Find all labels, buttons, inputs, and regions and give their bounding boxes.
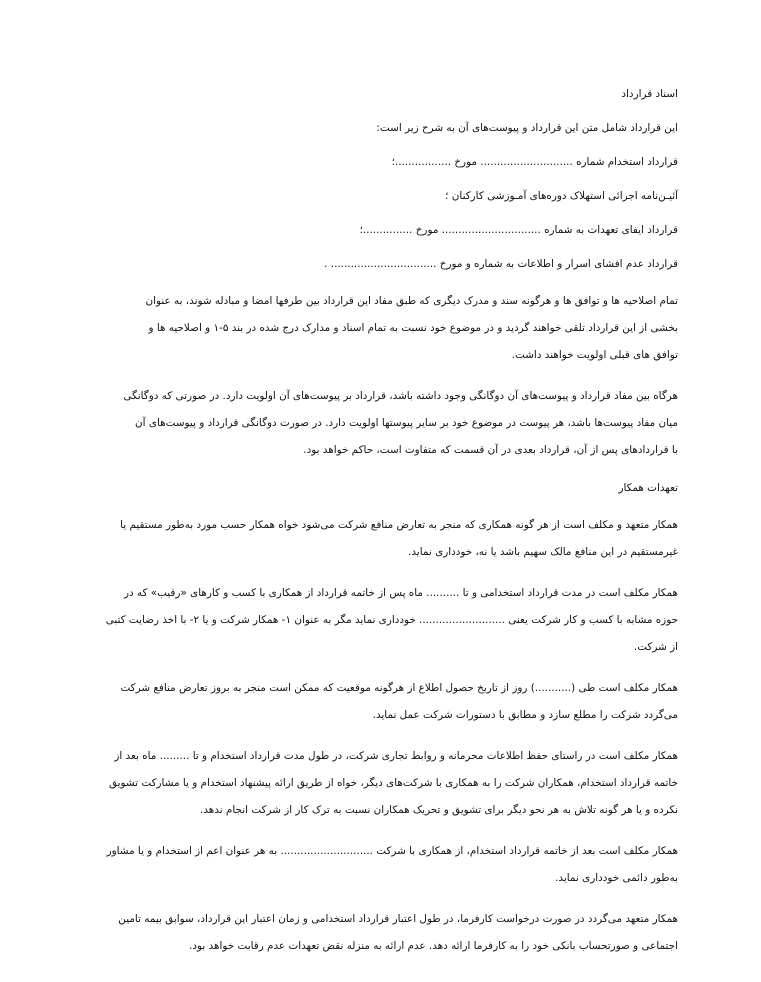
list-item-nda-contract: قرارداد عدم افشای اسرار و اطلاعات به شماره و مورخ ................................ . [324, 258, 678, 270]
paragraph-conflict-of-interest [88, 512, 678, 566]
paragraph-line: حوزه مشابه با کسب و کار شرکت یعنی .......................... خودداری نماید مگر به عنوان ۱- همکار شرکت و یا ۲- با اخذ رضایت کتبی [105, 614, 678, 626]
paragraph-line: همکار مکلف است بعد از خاتمه قرارداد استخدام، از همکاری با شرکت ............................ به هر عنوان اعم از استخدام و یا مشاور [106, 845, 678, 857]
list-item-training-regulation: آئیـن‌نامه اجرائی استهلاک دوره‌های آمـوزشی کارکنان ؛ [445, 190, 678, 202]
paragraph-line: غیرمستقیم در این منافع مالک سهیم باشد یا نه، خودداری نماید. [408, 546, 678, 558]
section-title-contract-documents: اسناد قرارداد [621, 88, 678, 100]
paragraph-line: به‌طور دائمی خودداری نماید. [555, 872, 678, 884]
paragraph-non-solicitation [88, 743, 678, 824]
paragraph-records-disclosure [88, 906, 678, 960]
paragraph-line: همکار متعهد می‌گردد در صورت درخواست کارفرما، در طول اعتبار قرارداد استخدامی و زمان اعتبار این قرارداد، سوابق بیمه تامین [118, 913, 678, 925]
list-item-commitments-contract: قرارداد ایفای تعهدات به شماره .............................. مورخ ...............؛ [359, 224, 678, 236]
document-page [88, 84, 678, 974]
paragraph-line: از شرکت. [633, 641, 678, 653]
paragraph-line: تمام اصلاحیه ها و توافق ها و هرگونه سند و مدرک دیگری که طبق مفاد این قرارداد بین طرفها امضا و مبادله شوند، به عنوان [145, 295, 678, 307]
list-item-employment-contract: قرارداد استخدام شماره ............................ مورخ .................؛ [391, 156, 678, 168]
paragraph-line: میان مفاد پیوست‌ها باشد، هر پیوست در موضوع خود بر سایر پیوستها اولویت دارد. در صورت دوگانگی قرارداد و پیوست‌های آن [135, 417, 678, 429]
paragraph-line: همکار مکلف است در راستای حفظ اطلاعات محرمانه و روابط تجاری شرکت، در طول مدت قرارداد استخدام و تا ......... ماه بعد از [114, 750, 678, 762]
paragraph-line: همکار مکلف است در مدت قرارداد استخدامی و تا .......... ماه پس از خاتمه قرارداد از همکاری با کسب و کارهای «رقیب» که در [123, 587, 678, 599]
paragraph-line: بخشی از این قرارداد تلقی خواهند گردید و در موضوع خود نسبت به تمام اسناد و مدارک درج شده در بند ۵-۱ و اصلاحیه ها و [148, 322, 678, 334]
paragraph-line: اجتماعی و صورتحساب بانکی خود را به کارفرما ارائه دهد. عدم ارائه به منزله نقض تعهدات عدم رقابت خواهد بود. [189, 940, 678, 952]
paragraph-line: همکار مکلف است طی (...........) روز از تاریخ حصول اطلاع از هرگونه موقعیت که ممکن است منجر به بروز تعارض منافع شرکت [120, 682, 678, 694]
paragraph-line: نکرده و یا هر گونه تلاش به هر نحو دیگر برای تشویق و تحریک همکاران نسبت به ترک کار از شرکت انجام ندهد. [200, 804, 678, 816]
paragraph-amendments [88, 288, 678, 369]
paragraph-non-compete [88, 580, 678, 661]
paragraph-line: با قراردادهای پس از آن، قرارداد بعدی در آن قسمت که متفاوت است، حاکم خواهد بود. [303, 444, 678, 456]
paragraph-conflict-precedence [88, 383, 678, 464]
section-title-colleague-commitments: تعهدات همکار [618, 482, 678, 494]
paragraph-line: می‌گردد شرکت را مطلع سازد و مطابق با دستورات شرکت عمل نماید. [372, 709, 678, 721]
paragraph-line: هرگاه بین مفاد قرارداد و پیوست‌های آن دوگانگی وجود داشته باشد، قرارداد بر پیوست‌های آن اولویت دارد. در صورتی که دوگانگی [123, 390, 678, 402]
paragraph-line: خاتمه قرارداد استخدام، همکاران شرکت را به همکاری با شرکت‌های دیگر، خواه از طریق ارائه پیشنهاد استخدام و یا مشارکت تشویق [108, 777, 678, 789]
paragraph-post-employment [88, 838, 678, 892]
paragraph-line: همکار متعهد و مکلف است از هر گونه همکاری که منجر به تعارض منافع شرکت می‌شود خواه همکار حسب مورد به‌طور مستقیم یا [120, 519, 678, 531]
paragraph-line: توافق های قبلی اولویت خواهند داشت. [511, 349, 678, 361]
intro-text: این قرارداد شامل متن این قرارداد و پیوست‌های آن به شرح زیر است: [376, 122, 678, 134]
paragraph-notification [88, 675, 678, 729]
